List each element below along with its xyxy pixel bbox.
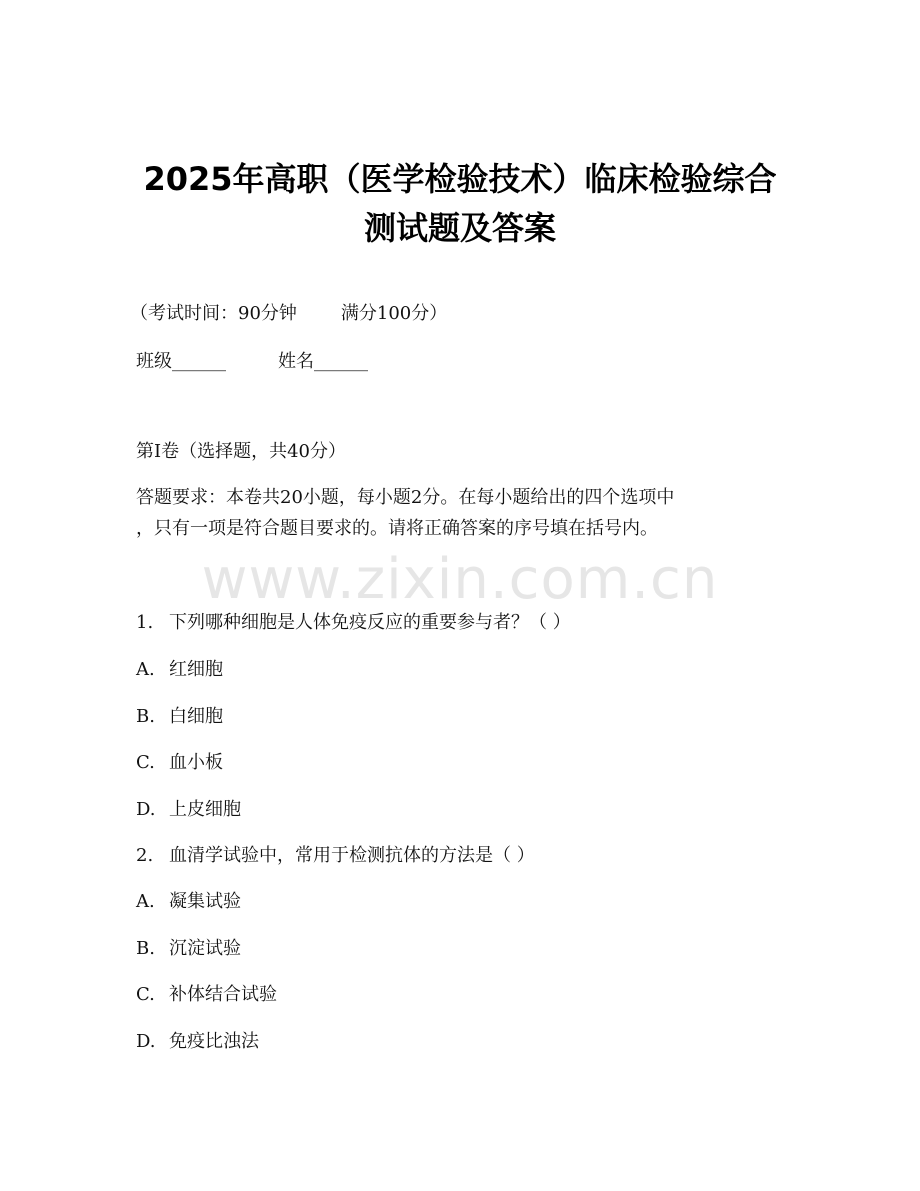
question-number: 2. — [136, 845, 154, 866]
question-1-option-b — [136, 704, 223, 730]
question-2-option-b — [136, 936, 241, 962]
option-text: 凝集试验 — [169, 891, 241, 912]
option-text: 红细胞 — [169, 659, 223, 680]
option-letter: C. — [136, 984, 155, 1005]
question-2 — [136, 843, 535, 869]
option-letter: B. — [136, 938, 155, 959]
question-1-option-a — [136, 657, 223, 683]
option-text: 血小板 — [169, 752, 223, 773]
student-fields — [136, 349, 368, 375]
document-title-line-2: 测试题及答案 — [363, 209, 556, 247]
question-1 — [136, 610, 571, 636]
option-text: 补体结合试验 — [169, 984, 277, 1005]
question-number: 1. — [136, 612, 154, 633]
document-title-line-1: 2025年高职（医学检验技术）临床检验综合 — [143, 160, 777, 198]
question-2-option-d — [136, 1029, 259, 1055]
option-letter: A. — [136, 891, 155, 912]
question-stem: 下列哪种细胞是人体免疫反应的重要参与者？（ ） — [169, 612, 571, 633]
option-text: 白细胞 — [169, 706, 223, 727]
option-text: 免疫比浊法 — [169, 1031, 259, 1052]
instructions-line-2: ，只有一项是符合题目要求的。请将正确答案的序号填在括号内。 — [136, 518, 658, 539]
option-letter: B. — [136, 706, 155, 727]
option-letter: A. — [136, 659, 155, 680]
option-text: 上皮细胞 — [169, 799, 241, 820]
exam-info — [130, 301, 447, 327]
class-blank: ______ — [172, 351, 226, 372]
name-label: 姓名 — [278, 351, 314, 372]
section-heading: 第I卷（选择题，共40分） — [136, 441, 347, 462]
question-stem: 血清学试验中，常用于检测抗体的方法是（ ） — [169, 845, 535, 866]
option-text: 沉淀试验 — [169, 938, 241, 959]
question-2-option-a — [136, 889, 241, 915]
option-letter: D. — [136, 1031, 156, 1052]
watermark: www.zixin.com.cn — [201, 547, 719, 612]
option-letter: D. — [136, 799, 156, 820]
name-blank: ______ — [314, 351, 368, 372]
question-1-option-d — [136, 797, 241, 823]
full-score: 满分100分） — [340, 303, 448, 324]
instructions-line-1: 答题要求：本卷共20小题，每小题2分。在每小题给出的四个选项中 — [136, 487, 675, 508]
question-1-option-c — [136, 750, 223, 776]
exam-time: （考试时间：90分钟 — [130, 303, 297, 324]
question-2-option-c — [136, 982, 277, 1008]
option-letter: C. — [136, 752, 155, 773]
class-label: 班级 — [136, 351, 172, 372]
